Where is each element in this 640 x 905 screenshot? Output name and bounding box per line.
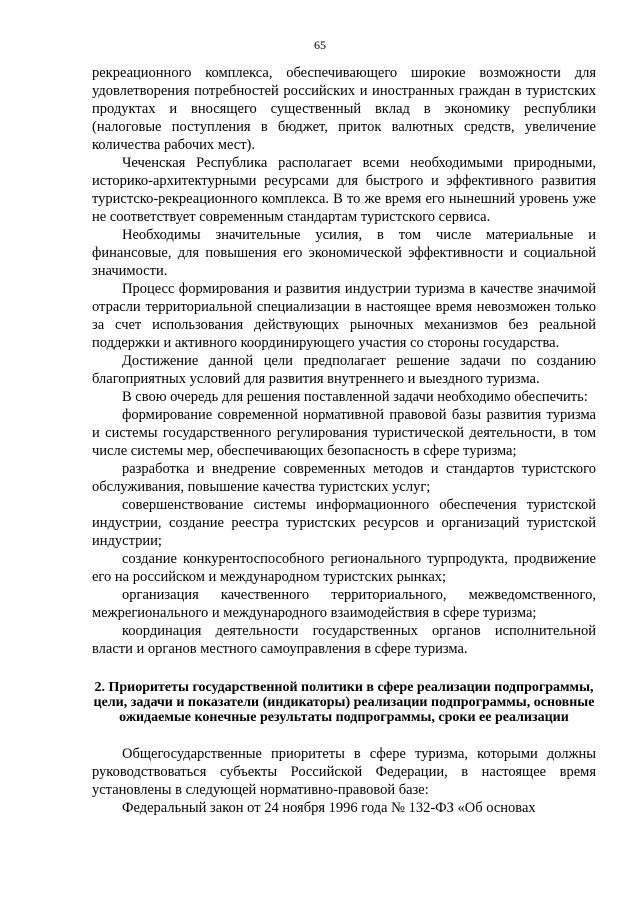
document-body	[92, 64, 596, 817]
paragraph: Чеченская Республика располагает всеми необходимыми природными, историко-архитектурными ресурсами для быстрого и эффективного развития туристско-рекреационного комплекса. В то же время его нынешний уровень уже не соответствует современным стандартам туристского сервиса.	[92, 155, 596, 225]
paragraph: Процесс формирования и развития индустрии туризма в качестве значимой отрасли территориальной специализации в настоящее время невозможен только за счет использования действующих рыночных механизмов без реальной поддержки и активного координирующего участия со стороны государства.	[92, 281, 596, 351]
page-number: 65	[314, 38, 326, 52]
list-item: совершенствование системы информационного обеспечения туристской индустрии, создание реестра туристских ресурсов и организаций туристской индустрии;	[92, 497, 596, 549]
list-item: формирование современной нормативной правовой базы развития туризма и системы государственного регулирования туристической деятельности, в том числе системы мер, обеспечивающих безопасность в сфере туризма;	[92, 407, 596, 459]
list-item: координация деятельности государственных органов исполнительной власти и органов местного самоуправления в сфере туризма.	[92, 623, 596, 657]
paragraph: Достижение данной цели предполагает решение задачи по созданию благоприятных условий для развития внутреннего и выездного туризма.	[92, 353, 596, 387]
paragraph: Федеральный закон от 24 ноября 1996 года № 132-ФЗ «Об основах	[122, 800, 536, 816]
list-item: разработка и внедрение современных методов и стандартов туристского обслуживания, повышение качества туристских услуг;	[92, 461, 596, 495]
paragraph: В свою очередь для решения поставленной задачи необходимо обеспечить:	[122, 389, 588, 405]
paragraph: Необходимы значительные усилия, в том числе материальные и финансовые, для повышения его экономической эффективности и социальной значимости.	[92, 227, 596, 279]
paragraph: Общегосударственные приоритеты в сфере туризма, которыми должны руководствоваться субъекты Российской Федерации, в настоящее время установлены в следующей нормативно-правовой базе:	[92, 746, 596, 798]
list-item: создание конкурентоспособного регионального турпродукта, продвижение его на российском и международном туристских рынках;	[92, 551, 596, 585]
paragraph-continuation: рекреационного комплекса, обеспечивающего широкие возможности для удовлетворения потребностей российских и иностранных граждан в туристских продуктах и вносящего существенный вклад в экономику республики (налоговые поступления в бюджет, приток валютных средств, увеличение количества рабочих мест).	[92, 65, 596, 153]
section-heading: 2. Приоритеты государственной политики в сфере реализации подпрограммы, цели, задачи и показатели (индикаторы) реализации подпрограммы, основные ожидаемые конечные результаты подпрограммы, сроки ее реализации	[93, 680, 595, 725]
list-item: организация качественного территориального, межведомственного, межрегионального и международного взаимодействия в сфере туризма;	[92, 587, 596, 621]
